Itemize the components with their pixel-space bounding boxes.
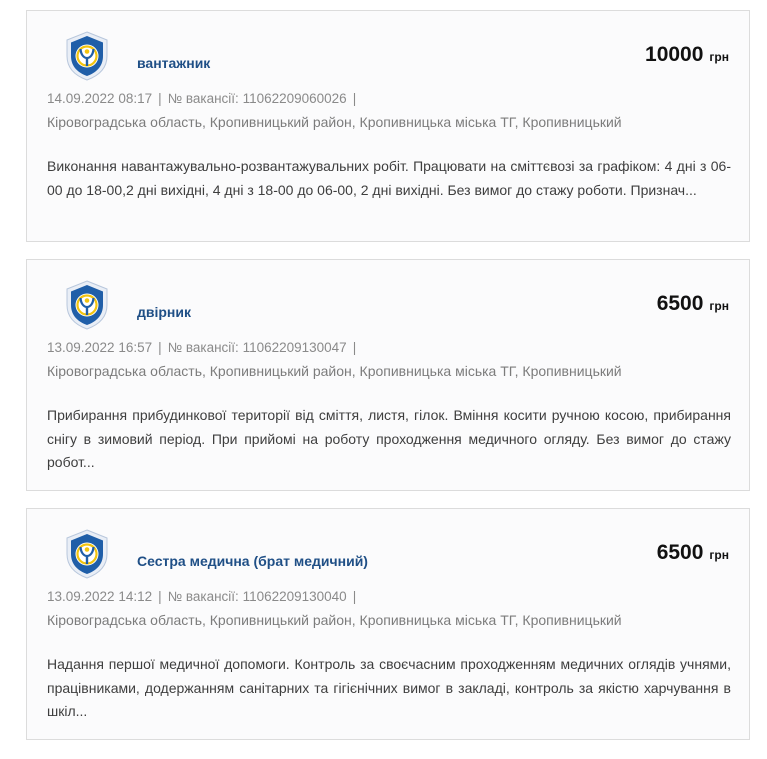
vacancy-number-label: № вакансії: [167, 589, 239, 604]
vacancy-description: Виконання навантажувально-розвантажувальних робіт. Працювати на сміттєвозі за графіком: 4 дні з 06-00 до 18-00,2 дні вихідні, 4 дні з 18-00 до 06-00, 2 дні вихідні. Без вимог до стажу роботи. Признач... [47, 158, 731, 198]
meta-separator: | [158, 589, 162, 604]
posted-date: 13.09.2022 14:12 [47, 589, 153, 604]
vacancy-meta [47, 589, 362, 604]
vacancy-number-label: № вакансії: [167, 340, 239, 355]
salary [657, 292, 729, 316]
salary [657, 541, 729, 565]
salary-currency: грн [709, 299, 729, 313]
salary-amount: 6500 [656, 292, 704, 315]
meta-separator: | [158, 340, 162, 355]
meta-separator: | [352, 91, 357, 106]
salary-amount: 6500 [656, 541, 704, 564]
posted-date: 13.09.2022 16:57 [47, 340, 153, 355]
employment-service-shield-icon [65, 529, 109, 579]
vacancy-number: 11062209130047 [242, 340, 347, 355]
vacancy-meta [47, 91, 362, 106]
salary-currency: грн [709, 50, 729, 64]
vacancy-location: Кіровоградська область, Кропивницький район, Кропивницька міська ТГ, Кропивницький [47, 114, 622, 130]
vacancy-meta [47, 340, 362, 355]
vacancy-card[interactable] [26, 259, 750, 491]
posted-date: 14.09.2022 08:17 [47, 91, 153, 106]
vacancy-location: Кіровоградська область, Кропивницький район, Кропивницька міська ТГ, Кропивницький [47, 363, 622, 379]
employment-service-shield-icon [65, 280, 109, 330]
salary-amount: 10000 [645, 43, 704, 66]
vacancy-description: Прибирання прибудинкової території від сміття, листя, гілок. Вміння косити ручною косою, прибирання снігу в зимовий період. При прийомі на роботу проходження медичного огляду. Без вимог до стажу робот... [47, 407, 731, 470]
meta-separator: | [352, 589, 357, 604]
vacancy-title-link[interactable]: двірник [137, 304, 192, 320]
meta-separator: | [158, 91, 162, 106]
vacancy-title-link[interactable]: Сестра медична (брат медичний) [137, 553, 368, 569]
vacancy-number: 11062209060026 [242, 91, 347, 106]
vacancy-number-label: № вакансії: [167, 91, 239, 106]
salary-currency: грн [709, 548, 729, 562]
vacancy-title-link[interactable]: вантажник [137, 55, 211, 71]
vacancy-description: Надання першої медичної допомоги. Контроль за своєчасним проходженням медичних оглядів учнями, працівниками, додержанням санітарних та гігієнічних вимог в закладі, контроль за якістю харчування в шкіл... [47, 656, 731, 719]
vacancy-location: Кіровоградська область, Кропивницький район, Кропивницька міська ТГ, Кропивницький [47, 612, 622, 628]
vacancy-card[interactable] [26, 10, 750, 242]
salary [645, 43, 729, 67]
meta-separator: | [352, 340, 357, 355]
vacancy-number: 11062209130040 [242, 589, 347, 604]
vacancy-card[interactable] [26, 508, 750, 740]
employment-service-shield-icon [65, 31, 109, 81]
